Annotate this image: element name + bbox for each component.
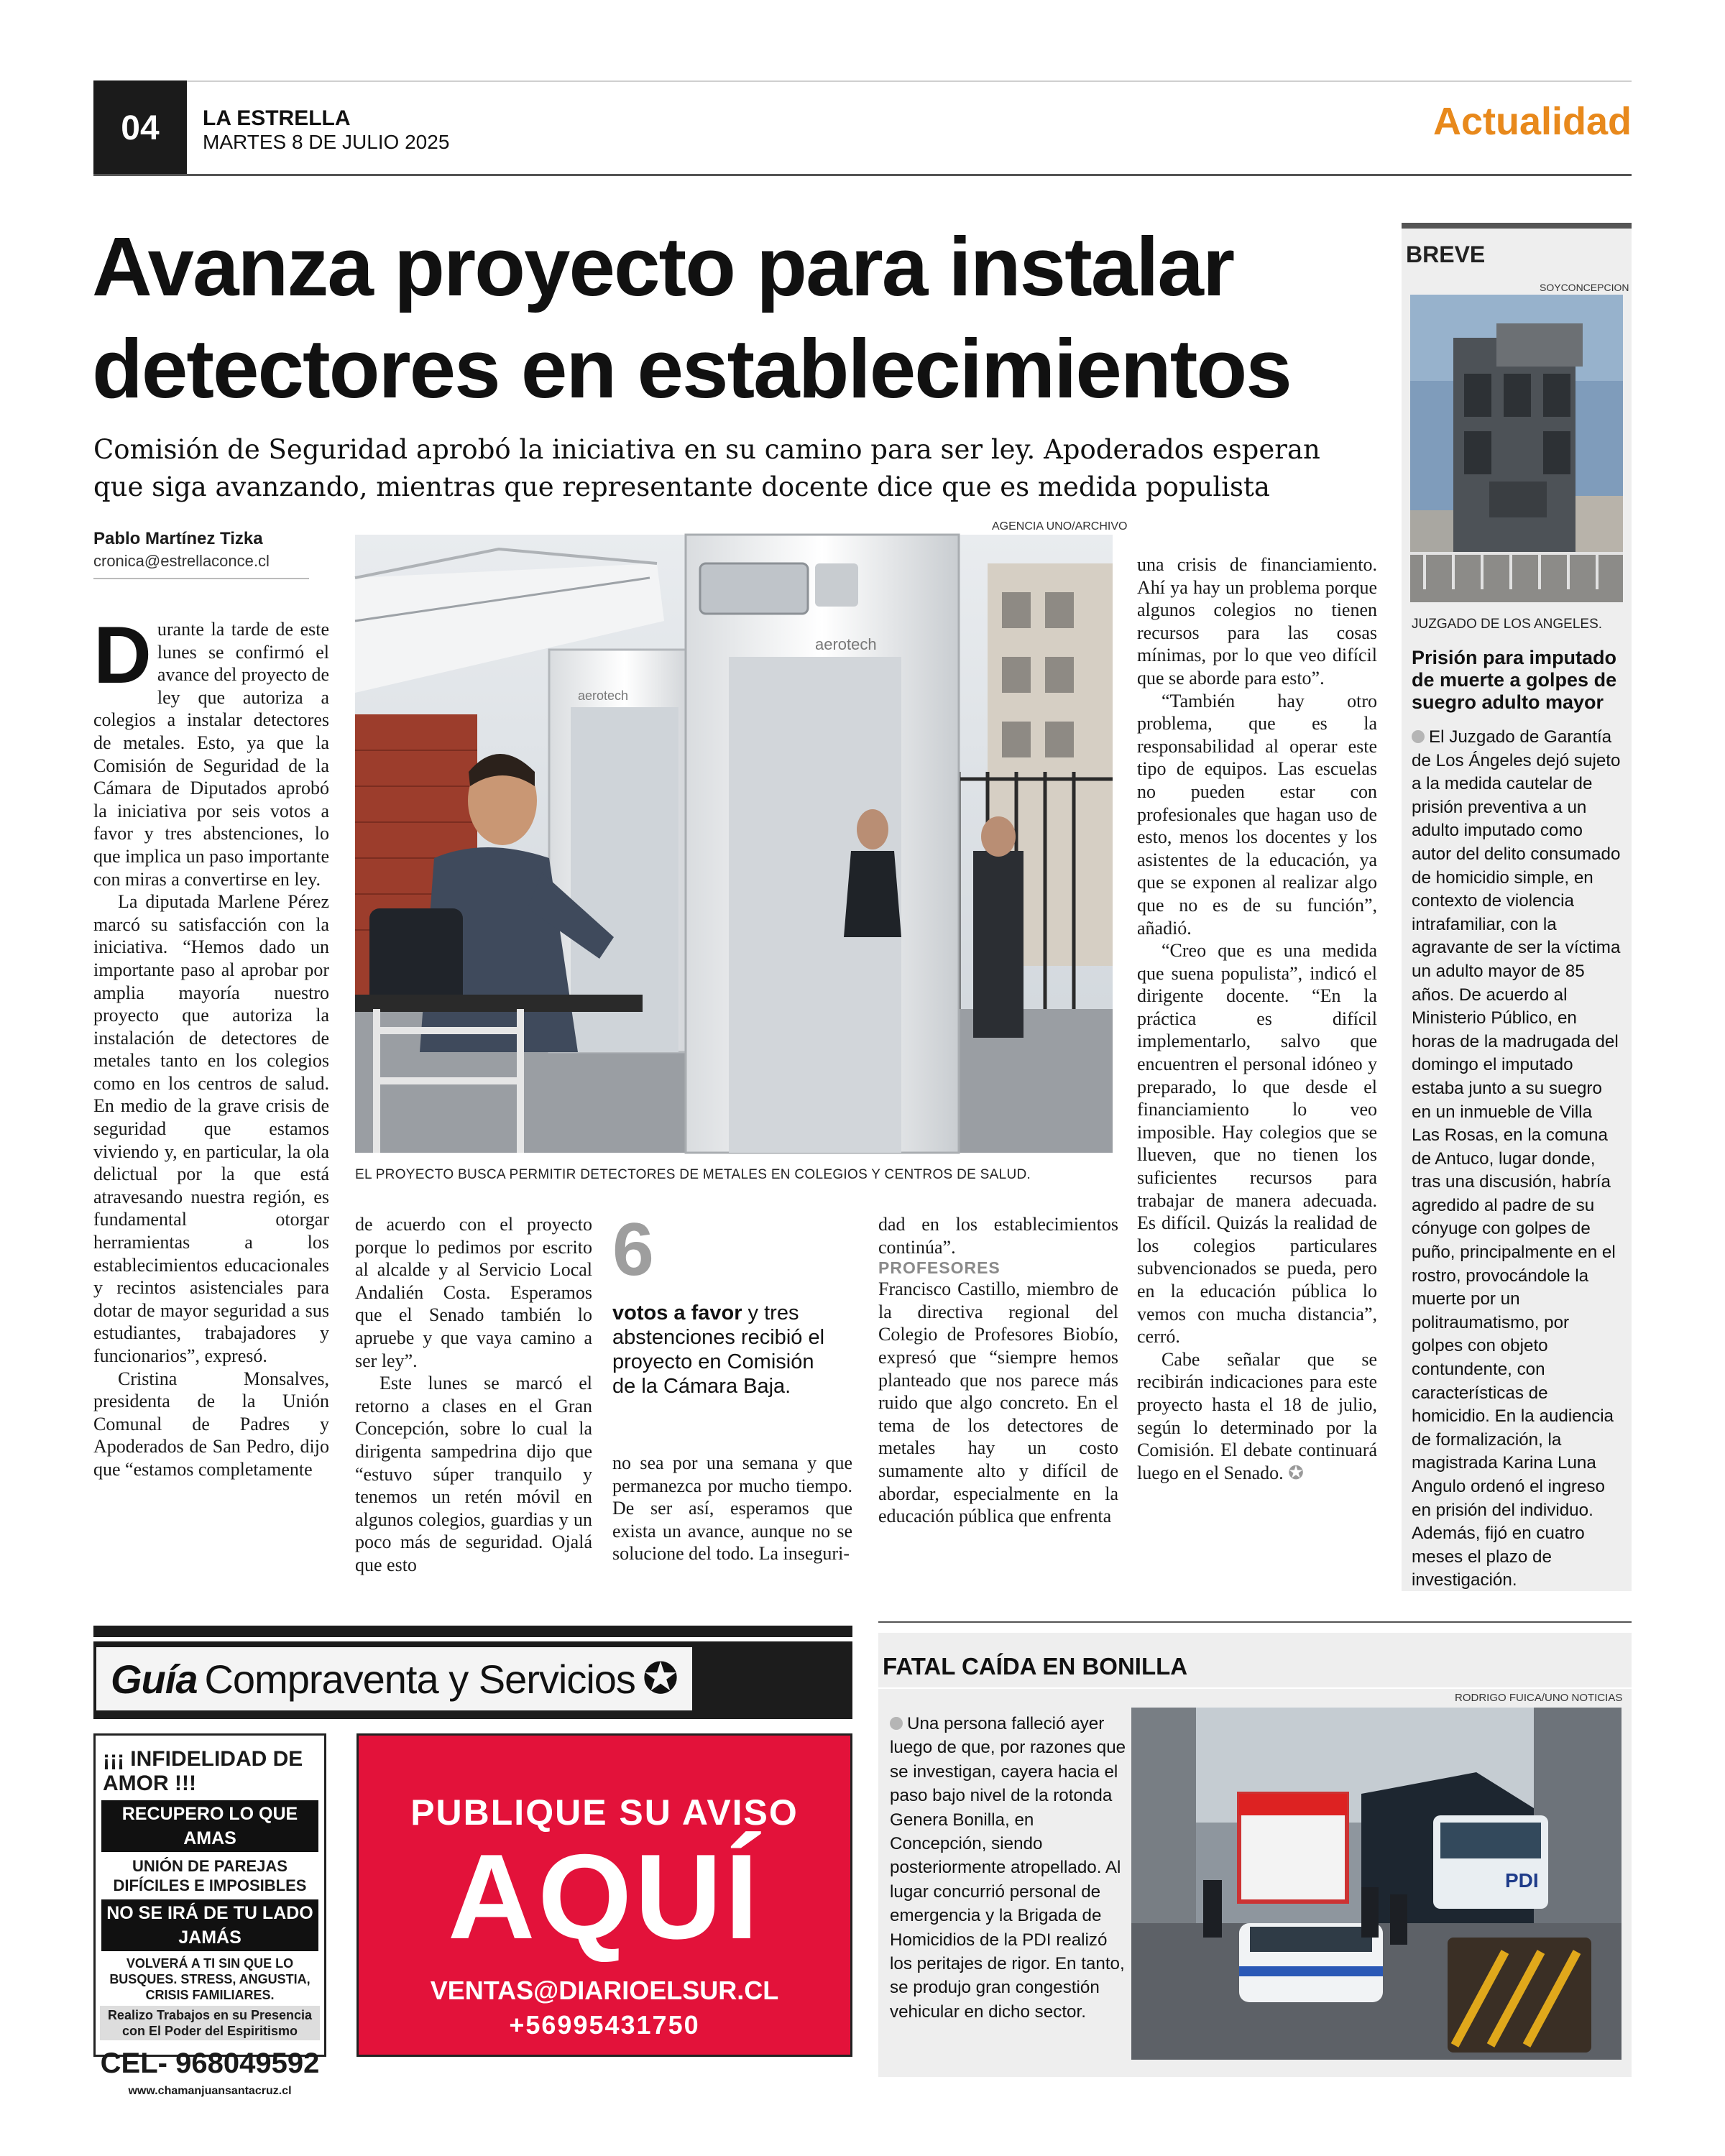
article-column-4 (878, 1213, 1118, 1528)
photo-caption: EL PROYECTO BUSCA PERMITIR DETECTORES DE METALES EN COLEGIOS Y CENTROS DE SALUD. (355, 1167, 1031, 1182)
section-subtitle: PROFESORES (878, 1258, 1000, 1278)
ad-line: Realizo Trabajos en su Presencia con El Poder del Espiritismo (100, 2006, 320, 2040)
paragraph: “También hay otro problema, que es la responsabilidad al operar este tipo de equipos. Las escuelas no pueden estar con profesionales que hagan uso de esto, menos los docentes y los asistentes de la educación, ya que se exponen al realizar algo que no es de su función”, añadió. (1137, 690, 1377, 939)
paragraph: La diputada Marlene Pérez marcó su satisfacción con la iniciativa. “Hemos dado un importante paso al aprobar por amplia mayoría nuestro proyecto que autoriza la instalación de detectores de metales tanto en los colegios como en los centros de salud. En medio de la grave crisis de seguridad que estamos viviendo y, en particular, la ola delictual por la que está atravesando nuestra región, es fundamental otorgar herramientas a los establecimientos educacionales y recintos asistenciales para dotar de mayor seguridad a sus estudiantes, trabajadores y funcionarios”, expresó. (93, 891, 329, 1366)
byline-author: Pablo Martínez Tizka (93, 529, 263, 548)
ad-red-line1: PUBLIQUE SU AVISO (410, 1792, 799, 1833)
article-photo (355, 535, 1113, 1153)
ad-line: UNIÓN DE PAREJAS DIFÍCILES E IMPOSIBLES (113, 1857, 307, 1894)
metal-detector-photo-illustration (355, 535, 1113, 1153)
headline (92, 216, 1386, 420)
ad-line: ¡¡¡ INFIDELIDAD DE AMOR !!! (103, 1747, 303, 1795)
paragraph: urante la tarde de este lunes se confirmó el avance del proyecto de ley que autoriza a colegios a instalar detectores de metales. Esto, ya que la Comisión de Seguridad de la Cámara de Diputados aprobó la iniciativa por seis votos a favor y tres abstenciones, lo que implica un paso importante con miras a convertirse en ley. (93, 619, 329, 890)
pull-quote-bold: votos a favor (612, 1302, 742, 1325)
ad-line-block: NO SE IRÁ DE TU LADO JAMÁS (101, 1899, 318, 1951)
paragraph: Este lunes se marcó el retorno a clases en el Gran Concepción, sobre lo cual la dirigenta sampedrina dijo que “estuvo súper tranquilo y tenemos un retén móvil en algunos colegios, guardias y un poco más de seguridad. Ojalá que esto (355, 1373, 592, 1575)
paragraph-text: Cabe señalar que se recibirán indicaciones para este proyecto hasta el 18 de julio, según lo determinado por la Comisión. El debate continuará luego en el Senado. (1137, 1348, 1377, 1483)
sidebar-photo-caption: JUZGADO DE LOS ANGELES. (1412, 617, 1603, 632)
newspaper-name: LA ESTRELLA (203, 106, 351, 130)
paragraph: Francisco Castillo, miembro de la directiva regional del Colegio de Profesores Biobío, expresó que “siempre hemos planteado que nos parece más ruido que algo concreto. En el tema de los detectores de metales hay un costo sumamente alto y difícil de abordar, especialmente en la educación pública que enfrenta (878, 1279, 1118, 1527)
article-column-5 (1137, 553, 1377, 1484)
byline-email[interactable]: cronica@estrellaconce.cl (93, 552, 270, 570)
ad-line: VOLVERÁ A TI SIN QUE LO BUSQUES. STRESS, ANGUSTIA, CRISIS FAMILIARES. (109, 1956, 310, 2002)
fatal-body (890, 1712, 1127, 2024)
fatal-title-rule (878, 1687, 1632, 1689)
ad-website[interactable]: www.chamanjuansantacruz.cl (128, 2085, 292, 2097)
paragraph (1137, 1348, 1377, 1485)
pull-quote-number: 6 (612, 1208, 654, 1291)
pull-quote (612, 1301, 842, 1399)
paragraph: una crisis de financiamiento. Ahí ya hay un problema porque algunos colegios no tienen recursos para las cosas mínimas, por lo que veo difícil que se aborde para esto”. (1137, 554, 1377, 688)
end-mark-icon: ✪ (1288, 1462, 1304, 1483)
article-column-3 (612, 1452, 852, 1565)
paragraph: Cristina Monsalves, presidenta de la Unión Comunal de Padres y Apoderados de San Pedro, dijo que “estamos completamente (93, 1368, 329, 1480)
star-icon: ✪ (642, 1654, 678, 1703)
page-number: 04 (93, 80, 187, 175)
byline-rule (93, 578, 309, 579)
ad-red-line2: AQUÍ (448, 1829, 761, 1964)
fatal-top-rule (878, 1621, 1632, 1623)
fatal-photo (1131, 1708, 1622, 2060)
paragraph: de acuerdo con el proyecto porque lo pedimos por escrito al alcalde y al Servicio Local Andalién Costa. Esperamos que el Senado también lo apruebe y que vaya camino a ser ley”. (355, 1214, 592, 1371)
headline-line-1: Avanza proyecto para instalar (92, 220, 1234, 313)
publish-ad-banner[interactable] (356, 1733, 852, 2057)
sidebar-headline: Prisión para imputado de muerte a golpes de suegro adulto mayor (1412, 647, 1617, 713)
classifieds-title-rest: Compraventa y Servicios (204, 1656, 635, 1702)
sidebar-body (1412, 726, 1624, 1593)
ad-line-block: RECUPERO LO QUE AMAS (101, 1800, 318, 1852)
fatal-title: FATAL CAÍDA EN BONILLA (883, 1653, 1188, 1680)
ad-red-phone[interactable]: +56995431750 (509, 2010, 700, 2040)
header-top-rule (93, 80, 1632, 82)
classifieds-title-bold: Guía (111, 1656, 198, 1702)
photo-brand-text-2: aerotech (815, 635, 877, 653)
fatal-body-text: Una persona falleció ayer luego de que, por razones que se investigan, cayera hacia el paso bajo nivel de la rotonda Genera Bonilla, en Concepción, siendo posteriormente atropellado. Al lugar concurrió personal de emergencia y la Brigada de Homicidios de la PDI realizó los peritajes de rigor. En tanto, se produjo gran congestión vehicular en dicho sector. (890, 1714, 1126, 2022)
article-column-1 (93, 610, 329, 1481)
courthouse-photo-illustration (1410, 295, 1623, 602)
police-scene-photo-illustration (1131, 1708, 1622, 2060)
photo-brand-text: aerotech (578, 688, 629, 703)
sidebar-body-text: El Juzgado de Garantía de Los Ángeles dejó sujeto a la medida cautelar de prisión preventiva a un adulto imputado como autor del delito consumado de homicidio simple, en contexto de violencia intrafamiliar, con la agravante de ser la víctima un adulto mayor de 85 años. De acuerdo al Ministerio Público, en horas de la madrugada del domingo el imputado estaba junto a su suegro en un inmueble de Villa Las Rosas, en la comuna de Antuco, lugar donde, tras una discusión, habría agredido al padre de su cónyuge con golpes de puño, principalmente en el rostro, provocándole la muerte por un politraumatismo, por golpes con objeto contundente, con características de homicidio. En la audiencia de formalización, la magistrada Karina Luna Angulo ordenó el ingreso en prisión del individuo. Además, fijó en cuatro meses el plazo de investigación. (1412, 727, 1621, 1590)
ad-phone[interactable]: CEL- 968049592 (100, 2047, 320, 2079)
subheadline: Comisión de Seguridad aprobó la iniciativa en su camino para ser ley. Apoderados esperan que siga avanzando, mientras que representante docente dice que es medida populista (93, 434, 1320, 502)
pull-quote-text: y tres abstenciones recibió el proyecto en Comisión de la Cámara Baja. (612, 1302, 825, 1398)
classified-ad-spiritual[interactable] (93, 1733, 326, 2097)
pdi-label: PDI (1505, 1869, 1539, 1892)
sidebar-photo (1410, 295, 1623, 602)
edition-date: MARTES 8 DE JULIO 2025 (203, 131, 450, 153)
headline-line-2: detectores en establecimientos (92, 322, 1291, 415)
paragraph: “Creo que es una medida que suena populista”, indicó el dirigente docente. “En la práctica es difícil implementarlo, salvo que encuentren el personal idóneo y preparado, lo que desde el financiamiento lo veo imposible. Hay colegios que se llueven, que no tienen los suficientes recursos para trabajar de manera adecuada. Es difícil. Quizás la realidad de los colegios particulares subvencionados se pueda, pero en la educación pública lo vemos con mucha distancia”, cerró. (1137, 940, 1377, 1348)
sidebar-top-rule (1402, 223, 1632, 229)
paragraph: no sea por una semana y que permanezca por mucho tiempo. De ser así, esperamos que exista un avance, aunque no se solucione del todo. La inseguri- (612, 1452, 852, 1565)
sidebar-label: BREVE (1406, 241, 1486, 267)
classifieds-top-rule (93, 1626, 852, 1637)
classifieds-title (96, 1647, 692, 1710)
photo-credit: AGENCIA UNO/ARCHIVO (992, 520, 1128, 533)
sidebar-photo-credit: SOYCONCEPCION (1540, 282, 1629, 293)
section-label: Actualidad (1432, 100, 1632, 143)
header-bottom-rule (93, 174, 1632, 176)
ad-red-email[interactable]: VENTAS@DIARIOELSUR.CL (430, 1976, 779, 2005)
article-column-2 (355, 1213, 592, 1577)
paragraph: dad en los establecimientos continúa”. (878, 1214, 1118, 1258)
bullet-icon (1412, 730, 1425, 743)
bullet-icon (890, 1717, 903, 1730)
fatal-photo-credit: RODRIGO FUICA/UNO NOTICIAS (1455, 1692, 1623, 1704)
dropcap: D (93, 610, 152, 700)
